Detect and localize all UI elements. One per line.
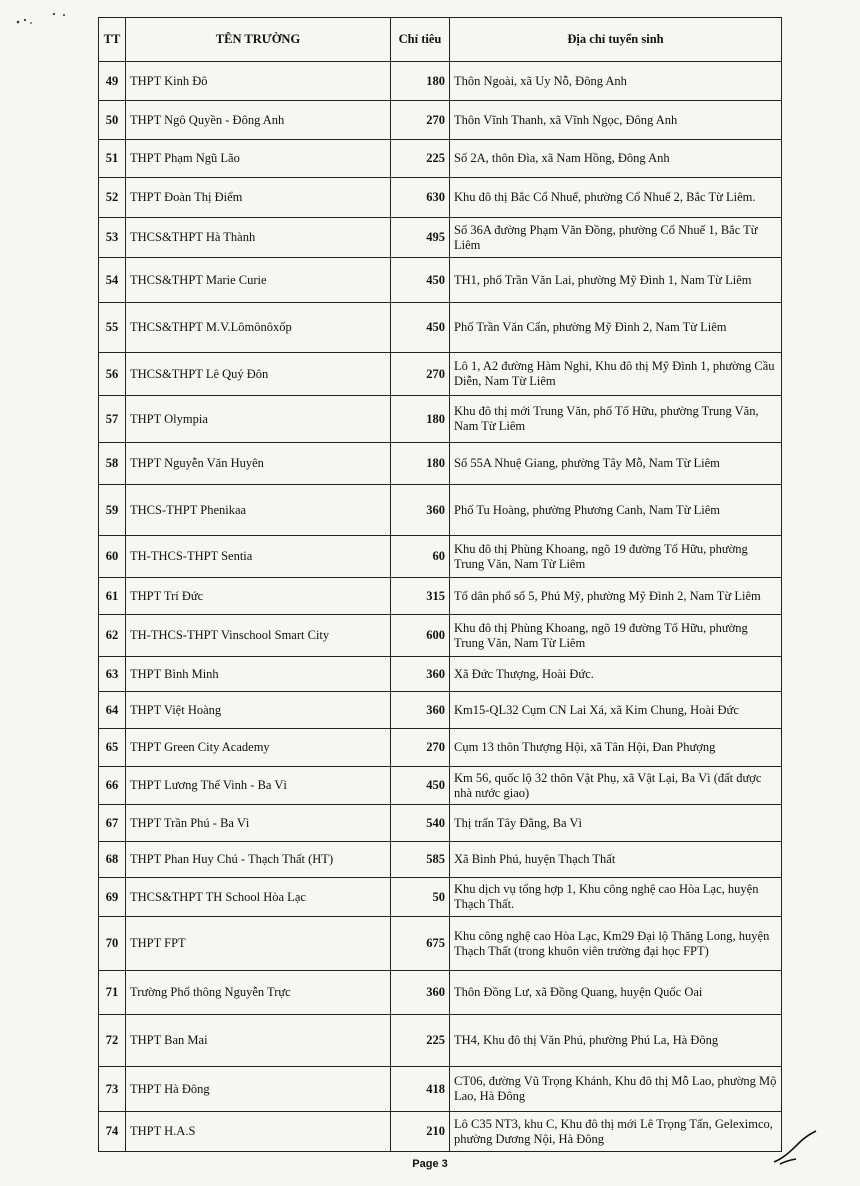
- quota: 60: [391, 536, 450, 578]
- table-row: [99, 729, 782, 767]
- row-number: 68: [99, 842, 126, 878]
- quota: 270: [391, 729, 450, 767]
- row-number: 60: [99, 536, 126, 578]
- address: Phố Tu Hoàng, phường Phương Canh, Nam Từ Liêm: [450, 485, 782, 536]
- table-row: [99, 805, 782, 842]
- table-row: [99, 692, 782, 729]
- table-row: [99, 443, 782, 485]
- quota: 360: [391, 692, 450, 729]
- quota: 360: [391, 485, 450, 536]
- quota: 210: [391, 1112, 450, 1152]
- table-row: [99, 303, 782, 353]
- table-row: [99, 657, 782, 692]
- school-name: THCS&THPT Marie Curie: [126, 258, 391, 303]
- row-number: 72: [99, 1015, 126, 1067]
- row-number: 61: [99, 578, 126, 615]
- quota: 540: [391, 805, 450, 842]
- table-row: [99, 353, 782, 396]
- address: Km15-QL32 Cụm CN Lai Xá, xã Kim Chung, Hoài Đức: [450, 692, 782, 729]
- quota: 418: [391, 1067, 450, 1112]
- address: CT06, đường Vũ Trọng Khánh, Khu đô thị Mỗ Lao, phường Mộ Lao, Hà Đông: [450, 1067, 782, 1112]
- row-number: 65: [99, 729, 126, 767]
- row-number: 54: [99, 258, 126, 303]
- school-name: THCS&THPT TH School Hòa Lạc: [126, 878, 391, 917]
- header-school-name: TÊN TRƯỜNG: [126, 18, 391, 62]
- address: Tổ dân phố số 5, Phú Mỹ, phường Mỹ Đình 2, Nam Từ Liêm: [450, 578, 782, 615]
- quota: 585: [391, 842, 450, 878]
- address: Xã Đức Thượng, Hoài Đức.: [450, 657, 782, 692]
- address: Phố Trần Văn Cẩn, phường Mỹ Đình 2, Nam Từ Liêm: [450, 303, 782, 353]
- address: Lô 1, A2 đường Hàm Nghi, Khu đô thị Mỹ Đình 1, phường Cầu Diễn, Nam Từ Liêm: [450, 353, 782, 396]
- address: Thôn Vĩnh Thanh, xã Vĩnh Ngọc, Đông Anh: [450, 101, 782, 140]
- table-row: [99, 62, 782, 101]
- row-number: 63: [99, 657, 126, 692]
- quota: 180: [391, 443, 450, 485]
- address: Lô C35 NT3, khu C, Khu đô thị mới Lê Trọng Tấn, Geleximco, phường Dương Nội, Hà Đông: [450, 1112, 782, 1152]
- table-row: [99, 396, 782, 443]
- row-number: 69: [99, 878, 126, 917]
- address: Khu đô thị mới Trung Văn, phố Tố Hữu, phường Trung Văn, Nam Từ Liêm: [450, 396, 782, 443]
- school-name: THPT Trí Đức: [126, 578, 391, 615]
- table-row: [99, 1067, 782, 1112]
- quota: 50: [391, 878, 450, 917]
- table-row: [99, 485, 782, 536]
- row-number: 52: [99, 178, 126, 218]
- row-number: 55: [99, 303, 126, 353]
- row-number: 73: [99, 1067, 126, 1112]
- row-number: 53: [99, 218, 126, 258]
- row-number: 58: [99, 443, 126, 485]
- quota: 450: [391, 258, 450, 303]
- address: Km 56, quốc lộ 32 thôn Vật Phụ, xã Vật Lại, Ba Vì (đất được nhà nước giao): [450, 767, 782, 805]
- table-row: [99, 971, 782, 1015]
- quota: 630: [391, 178, 450, 218]
- table-row: [99, 536, 782, 578]
- table-row: [99, 615, 782, 657]
- quota: 360: [391, 971, 450, 1015]
- address: Xã Bình Phú, huyện Thạch Thất: [450, 842, 782, 878]
- school-name: THPT Green City Academy: [126, 729, 391, 767]
- school-name: THPT Bình Minh: [126, 657, 391, 692]
- table-row: [99, 578, 782, 615]
- table-row: [99, 917, 782, 971]
- header-quota: Chỉ tiêu: [391, 18, 450, 62]
- row-number: 70: [99, 917, 126, 971]
- table-row: [99, 878, 782, 917]
- address: TH4, Khu đô thị Văn Phú, phường Phú La, Hà Đông: [450, 1015, 782, 1067]
- row-number: 67: [99, 805, 126, 842]
- quota: 180: [391, 396, 450, 443]
- school-name: THPT Phan Huy Chú - Thạch Thất (HT): [126, 842, 391, 878]
- quota: 225: [391, 1015, 450, 1067]
- school-name: THPT Nguyễn Văn Huyên: [126, 443, 391, 485]
- address: Thôn Đồng Lư, xã Đồng Quang, huyện Quốc Oai: [450, 971, 782, 1015]
- row-number: 50: [99, 101, 126, 140]
- row-number: 57: [99, 396, 126, 443]
- quota: 360: [391, 657, 450, 692]
- school-name: THPT Kinh Đô: [126, 62, 391, 101]
- quota: 180: [391, 62, 450, 101]
- table-row: [99, 140, 782, 178]
- school-name: THPT Lương Thế Vinh - Ba Vì: [126, 767, 391, 805]
- table-row: [99, 178, 782, 218]
- school-name: THPT Ban Mai: [126, 1015, 391, 1067]
- quota: 315: [391, 578, 450, 615]
- table-row: [99, 842, 782, 878]
- school-name: THPT Ngô Quyền - Đông Anh: [126, 101, 391, 140]
- school-name: THPT Đoàn Thị Điểm: [126, 178, 391, 218]
- school-name: Trường Phổ thông Nguyễn Trực: [126, 971, 391, 1015]
- table-row: [99, 1112, 782, 1152]
- school-name: THCS&THPT Hà Thành: [126, 218, 391, 258]
- header-tt: TT: [99, 18, 126, 62]
- school-name: THCS&THPT Lê Quý Đôn: [126, 353, 391, 396]
- address: Cụm 13 thôn Thượng Hội, xã Tân Hội, Đan Phượng: [450, 729, 782, 767]
- scan-specks: [14, 10, 74, 30]
- quota: 270: [391, 353, 450, 396]
- quota: 675: [391, 917, 450, 971]
- school-name: THCS-THPT Phenikaa: [126, 485, 391, 536]
- address: Số 55A Nhuệ Giang, phường Tây Mỗ, Nam Từ Liêm: [450, 443, 782, 485]
- address: Khu đô thị Phùng Khoang, ngõ 19 đường Tố Hữu, phường Trung Văn, Nam Từ Liêm: [450, 536, 782, 578]
- row-number: 51: [99, 140, 126, 178]
- header-address: Địa chỉ tuyển sinh: [450, 18, 782, 62]
- quota: 450: [391, 303, 450, 353]
- school-name: THPT Olympia: [126, 396, 391, 443]
- address: Khu đô thị Bắc Cổ Nhuế, phường Cổ Nhuế 2, Bắc Từ Liêm.: [450, 178, 782, 218]
- school-name: THCS&THPT M.V.Lômônôxốp: [126, 303, 391, 353]
- row-number: 64: [99, 692, 126, 729]
- address: Khu dịch vụ tổng hợp 1, Khu công nghệ cao Hòa Lạc, huyện Thạch Thất.: [450, 878, 782, 917]
- address: Thôn Ngoài, xã Uy Nỗ, Đông Anh: [450, 62, 782, 101]
- quota: 495: [391, 218, 450, 258]
- address: Số 2A, thôn Đìa, xã Nam Hồng, Đông Anh: [450, 140, 782, 178]
- address: Khu đô thị Phùng Khoang, ngõ 19 đường Tố Hữu, phường Trung Văn, Nam Từ Liêm: [450, 615, 782, 657]
- row-number: 56: [99, 353, 126, 396]
- school-table: [98, 17, 782, 1152]
- address: Thị trấn Tây Đằng, Ba Vì: [450, 805, 782, 842]
- quota: 450: [391, 767, 450, 805]
- school-name: THPT H.A.S: [126, 1112, 391, 1152]
- school-name: THPT Phạm Ngũ Lão: [126, 140, 391, 178]
- table-header-row: [99, 18, 782, 62]
- school-name: THPT Việt Hoàng: [126, 692, 391, 729]
- school-name: THPT FPT: [126, 917, 391, 971]
- quota: 600: [391, 615, 450, 657]
- table-row: [99, 101, 782, 140]
- quota: 270: [391, 101, 450, 140]
- school-name: TH-THCS-THPT Vinschool Smart City: [126, 615, 391, 657]
- row-number: 59: [99, 485, 126, 536]
- address: Khu công nghệ cao Hòa Lạc, Km29 Đại lộ Thăng Long, huyện Thạch Thất (trong khuôn viên trường đại học FPT): [450, 917, 782, 971]
- row-number: 71: [99, 971, 126, 1015]
- row-number: 74: [99, 1112, 126, 1152]
- address: TH1, phố Trần Văn Lai, phường Mỹ Đình 1, Nam Từ Liêm: [450, 258, 782, 303]
- table-row: [99, 218, 782, 258]
- table-row: [99, 767, 782, 805]
- address: Số 36A đường Phạm Văn Đồng, phường Cổ Nhuế 1, Bắc Từ Liêm: [450, 218, 782, 258]
- school-name: TH-THCS-THPT Sentia: [126, 536, 391, 578]
- row-number: 66: [99, 767, 126, 805]
- table-row: [99, 1015, 782, 1067]
- page-number: Page 3: [412, 1158, 448, 1170]
- row-number: 62: [99, 615, 126, 657]
- table-row: [99, 258, 782, 303]
- school-name: THPT Hà Đông: [126, 1067, 391, 1112]
- school-name: THPT Trần Phú - Ba Vì: [126, 805, 391, 842]
- row-number: 49: [99, 62, 126, 101]
- quota: 225: [391, 140, 450, 178]
